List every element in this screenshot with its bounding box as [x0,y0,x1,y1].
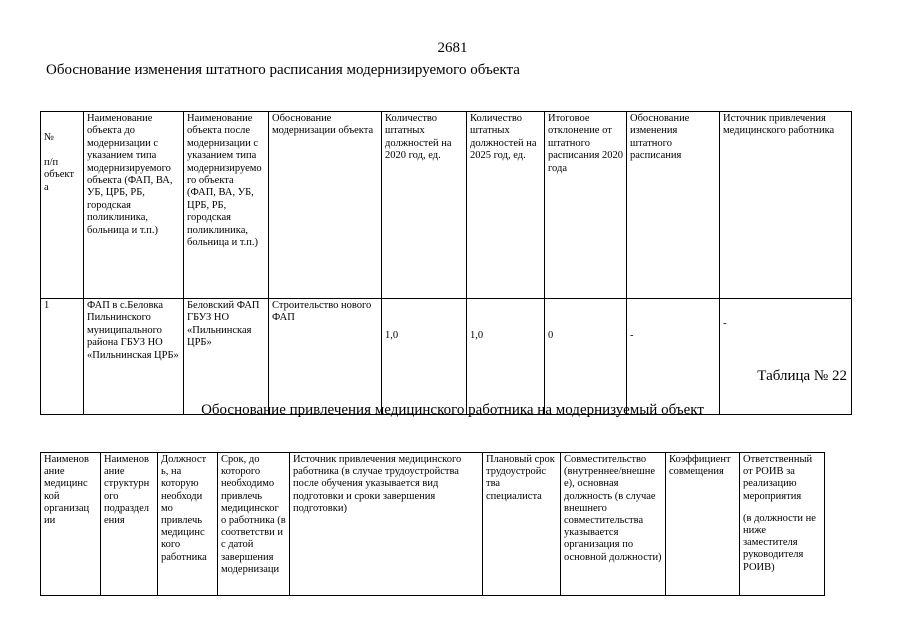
table1-title: Обоснование изменения штатного расписания модернизируемого объекта [46,62,520,78]
table1-cell-justification: Строительство нового ФАП [269,299,382,415]
table1-header-row [41,112,852,299]
worker-recruitment-table [40,452,825,596]
table2-header-responsible-note: (в должности не ниже заместителя руководителя РОИВ) [743,512,816,573]
table1-cell-deviation: 0 [545,299,627,415]
table1-header-num: № п/п объект а [41,112,84,299]
table1-cell-source: - [720,299,852,415]
staffing-change-table [40,111,852,415]
table2-header-planned-date: Плановый срок трудоустройс тва специалиста [483,453,561,596]
table1-cell-staff-2020: 1,0 [382,299,467,415]
table1-header-deviation: Итоговое отклонение от штатного расписания 2020 года [545,112,627,299]
table2-header-organization: Наименов ание медицинс кой организац ии [41,453,101,596]
table2-header-deadline: Срок, до которого необходимо привлечь медицинског о работника (в соответстви и с датой завершения модернизаци [218,453,290,596]
table2-title: Обоснование привлечения медицинского работника на модернизуемый объект [201,402,704,418]
table1-header-source: Источник привлечения медицинского работника [720,112,852,299]
table1-header-object-before: Наименование объекта до модернизации с указанием типа модернизируемого объекта (ФАП, ВА, УБ, ЦРБ, РБ, городская поликлиника, больница и т.п.) [84,112,184,299]
table1-cell-object-before: ФАП в с.Беловка Пильнинского муниципального района ГБУЗ НО «Пильнинская ЦРБ» [84,299,184,415]
table-row [41,299,852,415]
table1-header-staff-2025: Количество штатных должностей на 2025 год, ед. [467,112,545,299]
table2-header-coefficient: Коэффициент совмещения [666,453,740,596]
table2-header-position: Должност ь, на которую необходи мо привлечь медицинс кого работника [158,453,218,596]
page-number: 2681 [437,40,468,56]
table-number-label: Таблица № 22 [757,368,847,384]
table2-header-source: Источник привлечения медицинского работника (в случае трудоустройства после обучения указывается вид подготовки и сроки завершения подготовки) [290,453,483,596]
table2-header-responsible-main: Ответственный от РОИВ за реализацию мероприятия [743,454,813,502]
table1-cell-object-after: Беловский ФАП ГБУЗ НО «Пильнинская ЦРБ» [184,299,269,415]
table2-header-responsible [740,453,825,596]
table1-cell-change-reason: - [627,299,720,415]
table1-cell-staff-2025: 1,0 [467,299,545,415]
table1-header-staff-2020: Количество штатных должностей на 2020 год, ед. [382,112,467,299]
table1-header-justification: Обоснование модернизации объекта [269,112,382,299]
table1-cell-num: 1 [41,299,84,415]
table1-header-change-reason: Обоснование изменения штатного расписания [627,112,720,299]
table2-header-department: Наименов ание структурн ого подраздел ения [101,453,158,596]
table1-header-object-after: Наименование объекта после модернизации с указанием типа модернизируемого объекта (ФАП, ВА, УБ, ЦРБ, РБ, городская поликлиника, больница и т.п.) [184,112,269,299]
table2-header-row [41,453,825,596]
table2-header-part-time: Совместительство (внутреннее/внешне е), основная должность (в случае внешнего совместительства указывается организация по основной должности) [561,453,666,596]
